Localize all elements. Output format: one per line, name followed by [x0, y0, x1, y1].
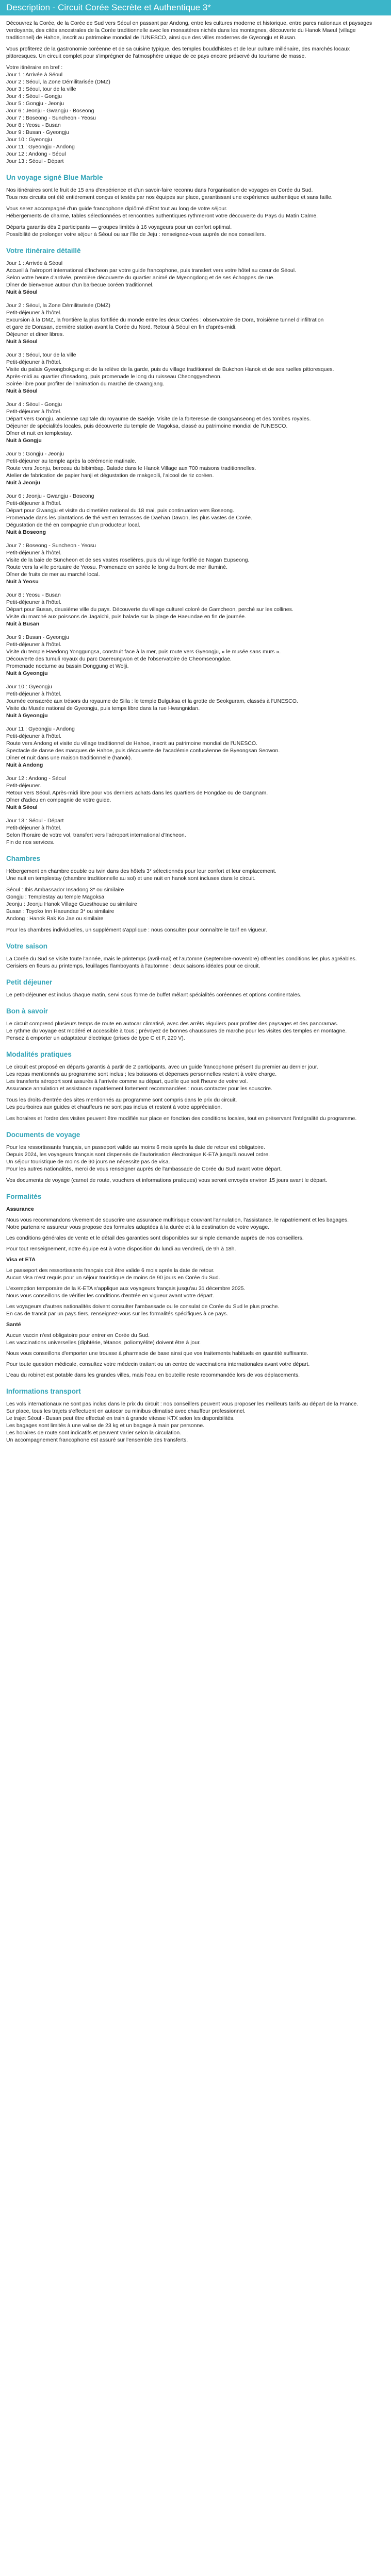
practical-line: Le circuit est proposé en départs garantis à partir de 2 participants, avec un guide francophone présent du premier au dernier jour.	[6, 1064, 318, 1070]
season-section	[6, 955, 385, 970]
intro-line: traditionnel) de Hahoe, inscrit au patrimoine mondial de l'UNESCO, ainsi que des villes modernes de Gyeongju et Busan.	[6, 35, 297, 41]
formalities-line: Aucun visa n'est requis pour un séjour touristique de moins de 90 jours en Corée du Sud.	[6, 1275, 220, 1281]
section-heading: Formalités	[6, 1193, 42, 1200]
rooms-line: Hébergement en chambre double ou twin dans des hôtels 3* sélectionnés pour leur confort et leur emplacement.	[6, 868, 276, 874]
day-line: Départ pour Busan, deuxième ville du pays. Découverte du village culturel coloré de Gamcheon, perché sur les collines.	[6, 606, 294, 613]
day-title: Jour 7 : Boseong - Suncheon - Yeosu	[6, 543, 96, 549]
program-line: Jour 10 : Gyeongju	[6, 137, 52, 143]
day-title: Jour 9 : Busan - Gyeongju	[6, 634, 69, 640]
transport-line: Un accompagnement francophone est assuré sur l'ensemble des transferts.	[6, 1437, 188, 1443]
subsection-label	[6, 1256, 385, 1263]
day-line: Spectacle de danse des masques de Hahoe, puis découverte de l'académie confucéenne de Byeongsan Seowon.	[6, 748, 280, 754]
tips-line: Le circuit comprend plusieurs temps de route en autocar climatisé, avec des arrêts réguliers pour profiter des paysages et des panoramas.	[6, 1021, 338, 1027]
rooms-line: Une nuit en templestay (chambre traditionnelle au sol) et une nuit en hanok sont incluses dans le circuit.	[6, 875, 256, 882]
day-overnight: Nuit à Gyeongju	[6, 713, 48, 719]
day-line: Dîner de bienvenue autour d'un barbecue coréen traditionnel.	[6, 282, 154, 288]
day-overnight: Nuit à Busan	[6, 621, 40, 627]
intro-line: verdoyants, des cités ancestrales de la Corée traditionnelle avec les monastères nichés dans les montagnes, découverte du Hanok Maeul (village	[6, 27, 356, 33]
section-heading: Documents de voyage	[6, 1131, 80, 1139]
formalities-line: Nous vous conseillons d'emporter une trousse à pharmacie de base ainsi que vos traitements habituels en quantité suffisante.	[6, 1350, 308, 1357]
documents-section	[6, 1144, 385, 1184]
day-overnight: Nuit à Gyeongju	[6, 670, 48, 676]
day-line: Route vers Jeonju, berceau du bibimbap. Balade dans le Hanok Village aux 700 maisons traditionnelles.	[6, 465, 256, 471]
formalities-line: Aucun vaccin n'est obligatoire pour entrer en Corée du Sud.	[6, 1332, 150, 1338]
itinerary-day	[6, 351, 385, 395]
preface-section	[6, 187, 385, 238]
day-title: Jour 8 : Yeosu - Busan	[6, 592, 61, 598]
itinerary-day	[6, 542, 385, 585]
rooms-paragraph	[6, 868, 385, 882]
program-line: Jour 9 : Busan - Gyeongju	[6, 129, 69, 135]
itinerary-day	[6, 775, 385, 811]
section-heading: Chambres	[6, 855, 41, 862]
day-line: Après-midi au quartier d'Insadong, puis promenade le long du ruisseau Cheonggyecheon.	[6, 374, 222, 380]
intro-line: pittoresques. Un circuit complet pour s'imprégner de l'atmosphère unique de ce pays encore préservé du tourisme de masse.	[6, 53, 306, 59]
practical-line: Les pourboires aux guides et chauffeurs ne sont pas inclus et restent à votre appréciation.	[6, 1104, 222, 1110]
program-line: Jour 12 : Andong - Séoul	[6, 151, 66, 157]
day-line: Soirée libre pour profiter de l'animation du marché de Gwangjang.	[6, 381, 165, 387]
day-title: Jour 10 : Gyeongju	[6, 684, 52, 690]
formalities-line: Les vaccinations universelles (diphtérie, tétanos, poliomyélite) doivent être à jour.	[6, 1340, 201, 1346]
itinerary-day	[6, 401, 385, 444]
day-line: Visite de la baie de Suncheon et de ses vastes roselières, puis du village fortifié de Nagan Eupseong.	[6, 557, 250, 563]
formalities-line: L'eau du robinet est potable dans les grandes villes, mais l'eau en bouteille reste recommandée lors de vos déplacements.	[6, 1372, 300, 1378]
formalities-section	[6, 1206, 385, 1379]
formalities-line: Les conditions générales de vente et le détail des garanties sont disponibles sur simple demande auprès de nos conseillers.	[6, 1235, 304, 1241]
day-line: Selon votre heure d'arrivée, première découverte du quartier animé de Myeongdong et de ses échoppes de rue.	[6, 275, 275, 281]
transport-line: Les horaires de route sont indicatifs et peuvent varier selon la circulation.	[6, 1430, 182, 1436]
itinerary-section	[6, 260, 385, 846]
program-summary	[6, 64, 385, 165]
day-line: et gare de Dorasan, dernière station avant la Corée du Nord. Retour à Séoul en fin d'après-midi.	[6, 324, 237, 330]
formalities-line: Pour tout renseignement, notre équipe est à votre disposition du lundi au vendredi, de 9h à 18h.	[6, 1246, 236, 1252]
itinerary-day	[6, 450, 385, 486]
formalities-paragraph	[6, 1234, 385, 1242]
season-line: Cerisiers en fleurs au printemps, feuillages flamboyants à l'automne : deux saisons idéales pour ce circuit.	[6, 963, 260, 969]
itinerary-day	[6, 634, 385, 677]
formalities-paragraph	[6, 1361, 385, 1368]
day-line: Visite du temple Haedong Yonggungsa, construit face à la mer, puis route vers Gyeongju, « le musée sans murs ».	[6, 649, 281, 655]
documents-line: Un séjour touristique de moins de 90 jours ne nécessite pas de visa.	[6, 1159, 170, 1165]
program-line: Jour 8 : Yeosu - Busan	[6, 122, 61, 128]
day-line: Petit-déjeuner à l'hôtel.	[6, 500, 62, 506]
day-title: Jour 4 : Séoul - Gongju	[6, 401, 62, 408]
transport-line: Sur place, tous les trajets s'effectuent en autocar ou minibus climatisé avec chauffeur professionnel.	[6, 1408, 246, 1414]
itinerary-day	[6, 591, 385, 628]
transport-paragraph	[6, 1400, 385, 1444]
preface-paragraph	[6, 224, 385, 238]
day-line: Promenade nocturne au bassin Donggung et Wolji.	[6, 663, 129, 669]
hotel-item: Séoul : Ibis Ambassador Insadong 3* ou similaire	[6, 887, 124, 893]
day-line: Route vers Andong et visite du village traditionnel de Hahoe, inscrit au patrimoine mondial de l'UNESCO.	[6, 740, 258, 747]
page-title: Description - Circuit Corée Secrète et Authentique 3*	[6, 3, 211, 12]
day-line: Déjeuner et dîner libres.	[6, 331, 64, 337]
transport-line: Les bagages sont limités à une valise de 23 kg et un bagage à main par personne.	[6, 1422, 205, 1429]
day-line: Dîner d'adieu en compagnie de votre guide.	[6, 797, 111, 803]
program-line: Jour 3 : Séoul, tour de la ville	[6, 86, 76, 92]
intro-section	[6, 20, 385, 165]
preface-line: Tous nos circuits ont été entièrement conçus et testés par nos équipes sur place, garantissant une expérience authentique et sans faille.	[6, 194, 333, 200]
section-heading: Bon à savoir	[6, 1007, 48, 1015]
day-line: Visite du marché aux poissons de Jagalchi, puis balade sur la plage de Haeundae en fin de journée.	[6, 614, 247, 620]
day-line: Dîner et nuit dans une maison traditionnelle (hanok).	[6, 755, 132, 761]
intro-paragraph	[6, 45, 385, 60]
documents-line: Pour les ressortissants français, un passeport valide au moins 6 mois après la date de retour est obligatoire.	[6, 1144, 265, 1150]
day-line: Journée consacrée aux trésors du royaume de Silla : le temple Bulguksa et la grotte de Seokguram, classés à l'UNESCO.	[6, 698, 298, 704]
formalities-paragraph	[6, 1245, 385, 1252]
practical-paragraph	[6, 1096, 385, 1111]
day-line: Petit-déjeuner à l'hôtel.	[6, 310, 62, 316]
documents-line: Vos documents de voyage (carnet de route, vouchers et informations pratiques) vous seront envoyés environ 15 jours avant le départ.	[6, 1177, 328, 1183]
day-line: Petit-déjeuner à l'hôtel.	[6, 599, 62, 605]
day-line: Dégustation de thé en compagnie d'un producteur local.	[6, 522, 141, 528]
season-paragraph	[6, 955, 385, 970]
day-line: Visite du palais Gyeongbokgung et de la relève de la garde, puis du village traditionnel de Bukchon Hanok et de ses ruelles pittoresques.	[6, 366, 334, 372]
day-title: Jour 6 : Jeonju - Gwangju - Boseong	[6, 493, 94, 499]
season-line: La Corée du Sud se visite toute l'année, mais le printemps (avril-mai) et l'automne (septembre-novembre) offrent les conditions les plus agréables.	[6, 956, 357, 962]
practical-section	[6, 1063, 385, 1122]
practical-line: Les repas mentionnés au programme sont inclus ; les boissons et dépenses personnelles restent à votre charge.	[6, 1071, 277, 1077]
program-line: Jour 5 : Gongju - Jeonju	[6, 100, 64, 107]
preface-line: Départs garantis dès 2 participants — groupes limités à 16 voyageurs pour un confort optimal.	[6, 224, 232, 230]
preface-line: Hébergements de charme, tables sélectionnées et rencontres authentiques rythmeront votre découverte du Pays du Matin Calme.	[6, 213, 318, 219]
day-line: Déjeuner de spécialités locales, puis découverte du temple de Magoksa, classé au patrimoine mondial de l'UNESCO.	[6, 423, 288, 429]
day-overnight: Nuit à Séoul	[6, 388, 38, 394]
hotel-item: Andong : Hanok Rak Ko Jae ou similaire	[6, 916, 104, 922]
documents-paragraph	[6, 1144, 385, 1173]
day-line: Petit-déjeuner à l'hôtel.	[6, 409, 62, 415]
tips-line: Le rythme du voyage est modéré et accessible à tous ; prévoyez de bonnes chaussures de marche pour les visites des temples en montagne.	[6, 1028, 347, 1034]
day-line: Visite du Musée national de Gyeongju, puis temps libre dans la rue Hwangnidan.	[6, 705, 200, 711]
itinerary-day	[6, 725, 385, 769]
program-line: Jour 13 : Séoul - Départ	[6, 158, 64, 164]
title-banner	[0, 0, 391, 15]
hotel-item: Busan : Toyoko Inn Haeundae 3* ou similaire	[6, 908, 115, 914]
subsection-label	[6, 1321, 385, 1328]
preface-paragraph	[6, 205, 385, 219]
subsection-label	[6, 1206, 385, 1213]
day-overnight: Nuit à Séoul	[6, 804, 38, 810]
day-line: Petit-déjeuner à l'hôtel.	[6, 825, 62, 831]
rooms-section	[6, 868, 385, 934]
subsection-title: Assurance	[6, 1206, 34, 1212]
transport-line: Les vols internationaux ne sont pas inclus dans le prix du circuit : nos conseillers peuvent vous proposer les meilleurs tarifs au départ de la France.	[6, 1401, 359, 1407]
day-overnight: Nuit à Gongju	[6, 437, 42, 444]
formalities-line: Les voyageurs d'autres nationalités doivent consulter l'ambassade ou le consulat de Corée du Sud le plus proche.	[6, 1303, 280, 1310]
day-line: Petit-déjeuner à l'hôtel.	[6, 691, 62, 697]
day-title: Jour 5 : Gongju - Jeonju	[6, 451, 64, 457]
day-line: Dîner et nuit en templestay.	[6, 430, 72, 436]
itinerary-day	[6, 493, 385, 536]
subsection-title: Visa et ETA	[6, 1257, 36, 1263]
day-overnight: Nuit à Andong	[6, 762, 43, 768]
formalities-line: Le passeport des ressortissants français doit être valide 6 mois après la date de retour.	[6, 1267, 215, 1274]
itinerary-day	[6, 302, 385, 345]
preface-paragraph	[6, 187, 385, 201]
program-line: Jour 7 : Boseong - Suncheon - Yeosu	[6, 115, 96, 121]
formalities-line: Notre partenaire assureur vous propose des formules adaptées à la durée et à la destination de votre voyage.	[6, 1224, 270, 1230]
intro-paragraph	[6, 20, 385, 41]
intro-line: Vous profiterez de la gastronomie coréenne et de sa cuisine typique, des temples bouddhistes et de leur culture millénaire, des marchés locaux	[6, 46, 350, 52]
day-overnight: Nuit à Séoul	[6, 289, 38, 295]
tips-line: Pensez à emporter un adaptateur électrique (prises de type C et F, 220 V).	[6, 1035, 185, 1041]
day-title: Jour 3 : Séoul, tour de la ville	[6, 352, 76, 358]
day-title: Jour 1 : Arrivée à Séoul	[6, 260, 63, 266]
hotel-list	[6, 886, 385, 922]
day-line: Dîner de fruits de mer au marché local.	[6, 571, 100, 578]
section-heading: Un voyage signé Blue Marble	[6, 174, 103, 181]
hotel-item: Jeonju : Jeonju Hanok Village Guesthouse ou similaire	[6, 901, 137, 907]
program-line: Votre itinéraire en bref :	[6, 64, 63, 71]
practical-line: Tous les droits d'entrée des sites mentionnés au programme sont compris dans le prix du circuit.	[6, 1097, 237, 1103]
section-heading: Petit déjeuner	[6, 978, 53, 986]
day-line: Petit-déjeuner à l'hôtel.	[6, 359, 62, 365]
subsection-title: Santé	[6, 1321, 21, 1328]
program-line: Jour 11 : Gyeongju - Andong	[6, 144, 75, 150]
formalities-paragraph	[6, 1216, 385, 1231]
formalities-line: Nous vous conseillons de vérifier les conditions d'entrée en vigueur avant votre départ.	[6, 1293, 214, 1299]
day-overnight: Nuit à Boseong	[6, 529, 46, 535]
day-line: Petit-déjeuner.	[6, 783, 41, 789]
day-title: Jour 11 : Gyeongju - Andong	[6, 726, 75, 732]
day-line: Route vers la ville portuaire de Yeosu. Promenade en soirée le long du front de mer illuminé.	[6, 564, 227, 570]
practical-line: Les transferts aéroport sont assurés à l'arrivée comme au départ, quelle que soit l'heure de votre vol.	[6, 1078, 248, 1084]
program-line: Jour 2 : Séoul, la Zone Démilitarisée (DMZ)	[6, 79, 110, 85]
formalities-paragraph	[6, 1267, 385, 1281]
program-line: Jour 6 : Jeonju - Gwangju - Boseong	[6, 108, 94, 114]
formalities-paragraph	[6, 1303, 385, 1317]
rooms-note	[6, 926, 385, 934]
breakfast-paragraph	[6, 991, 385, 998]
day-title: Jour 13 : Séoul - Départ	[6, 818, 64, 824]
transport-line: Le trajet Séoul - Busan peut être effectué en train à grande vitesse KTX selon les disponibilités.	[6, 1415, 235, 1421]
breakfast-line: Le petit-déjeuner est inclus chaque matin, servi sous forme de buffet mêlant spécialités coréennes et options continentales.	[6, 992, 302, 998]
itinerary-day	[6, 817, 385, 846]
day-line: Retour vers Séoul. Après-midi libre pour vos derniers achats dans les quartiers de Hongdae ou de Gangnam.	[6, 790, 268, 796]
itinerary-day	[6, 683, 385, 719]
formalities-line: En cas de transit par un pays tiers, renseignez-vous sur les formalités spécifiques à ce pays.	[6, 1311, 229, 1317]
day-line: Accueil à l'aéroport international d'Incheon par votre guide francophone, puis transfert vers votre hôtel au cœur de Séoul.	[6, 267, 297, 274]
day-title: Jour 12 : Andong - Séoul	[6, 775, 66, 782]
day-line: Petit-déjeuner au temple après la cérémonie matinale.	[6, 458, 137, 464]
program-line: Jour 4 : Séoul - Gongju	[6, 93, 62, 99]
formalities-line: L'exemption temporaire de la K-ETA s'applique aux voyageurs français jusqu'au 31 décembre 2025.	[6, 1285, 246, 1292]
transport-section	[6, 1400, 385, 1444]
documents-line: Pour les autres nationalités, merci de vous renseigner auprès de l'ambassade de Corée du Sud avant votre départ.	[6, 1166, 282, 1172]
section-heading: Votre saison	[6, 942, 48, 950]
breakfast-section	[6, 991, 385, 998]
section-heading: Votre itinéraire détaillé	[6, 247, 81, 255]
day-line: Excursion à la DMZ, la frontière la plus fortifiée du monde entre les deux Corées : observatoire de Dora, troisième tunnel d'infiltration	[6, 317, 324, 323]
day-overnight: Nuit à Jeonju	[6, 480, 40, 486]
day-overnight: Nuit à Séoul	[6, 338, 38, 345]
hotel-item: Gongju : Templestay au temple Magoksa	[6, 894, 105, 900]
intro-line: Découvrez la Corée, de la Corée de Sud vers Séoul en passant par Andong, entre les cultures moderne et historique, entre parcs nationaux et paysages	[6, 20, 372, 26]
section-heading: Modalités pratiques	[6, 1050, 72, 1058]
day-line: Départ pour Gwangju et visite du cimetière national du 18 mai, puis continuation vers Boseong.	[6, 507, 234, 514]
day-line: Petit-déjeuner à l'hôtel.	[6, 550, 62, 556]
formalities-paragraph	[6, 1350, 385, 1357]
formalities-line: Pour toute question médicale, consultez votre médecin traitant ou un centre de vaccinations internationales avant votre départ.	[6, 1361, 310, 1367]
preface-line: Nos itinéraires sont le fruit de 15 ans d'expérience et d'un savoir-faire reconnu dans l'organisation de voyages en Corée du Sud.	[6, 187, 313, 193]
formalities-paragraph	[6, 1285, 385, 1299]
day-line: Fin de nos services.	[6, 839, 55, 845]
formalities-paragraph	[6, 1332, 385, 1346]
practical-paragraph	[6, 1063, 385, 1092]
day-line: Promenade dans les plantations de thé vert en terrasses de Daehan Dawon, les plus vastes de Corée.	[6, 515, 252, 521]
day-line: Départ vers Gongju, ancienne capitale du royaume de Baekje. Visite de la forteresse de Gongsanseong et des tombes royales.	[6, 416, 311, 422]
practical-paragraph	[6, 1115, 385, 1122]
day-line: Selon l'horaire de votre vol, transfert vers l'aéroport international d'Incheon.	[6, 832, 186, 838]
program-line: Jour 1 : Arrivée à Séoul	[6, 72, 63, 78]
day-line: Atelier de fabrication de papier hanji et dégustation de makgeolli, l'alcool de riz coréen.	[6, 472, 214, 479]
tips-paragraph	[6, 1020, 385, 1042]
formalities-line: Nous vous recommandons vivement de souscrire une assurance multirisque couvrant l'annulation, l'assistance, le rapatriement et les bagages.	[6, 1217, 349, 1223]
section-heading: Informations transport	[6, 1387, 81, 1395]
itinerary-day	[6, 260, 385, 296]
preface-line: Possibilité de prolonger votre séjour à Séoul ou sur l'île de Jeju : renseignez-vous auprès de nos conseillers.	[6, 231, 266, 238]
day-title: Jour 2 : Séoul, la Zone Démilitarisée (DMZ)	[6, 302, 110, 309]
main-content	[0, 15, 391, 1444]
day-overnight: Nuit à Yeosu	[6, 579, 39, 585]
tips-section	[6, 1020, 385, 1042]
formalities-paragraph	[6, 1371, 385, 1379]
practical-line: Assurance annulation et assistance rapatriement fortement recommandées : nous contacter pour les souscrire.	[6, 1086, 272, 1092]
day-line: Petit-déjeuner à l'hôtel.	[6, 733, 62, 739]
practical-line: Les horaires et l'ordre des visites peuvent être modifiés sur place en fonction des conditions locales, tout en préservant l'intégralité du programme.	[6, 1115, 357, 1122]
preface-line: Vous serez accompagné d'un guide francophone diplômé d'État tout au long de votre séjour.	[6, 206, 227, 212]
day-line: Petit-déjeuner à l'hôtel.	[6, 641, 62, 648]
day-line: Découverte des tumuli royaux du parc Daereungwon et de l'observatoire de Cheomseongdae.	[6, 656, 232, 662]
documents-line: Depuis 2024, les voyageurs français sont dispensés de l'autorisation électronique K-ETA jusqu'à nouvel ordre.	[6, 1151, 270, 1158]
rooms-note-line: Pour les chambres individuelles, un supplément s'applique : nous consulter pour connaître le tarif en vigueur.	[6, 927, 267, 933]
documents-paragraph	[6, 1177, 385, 1184]
